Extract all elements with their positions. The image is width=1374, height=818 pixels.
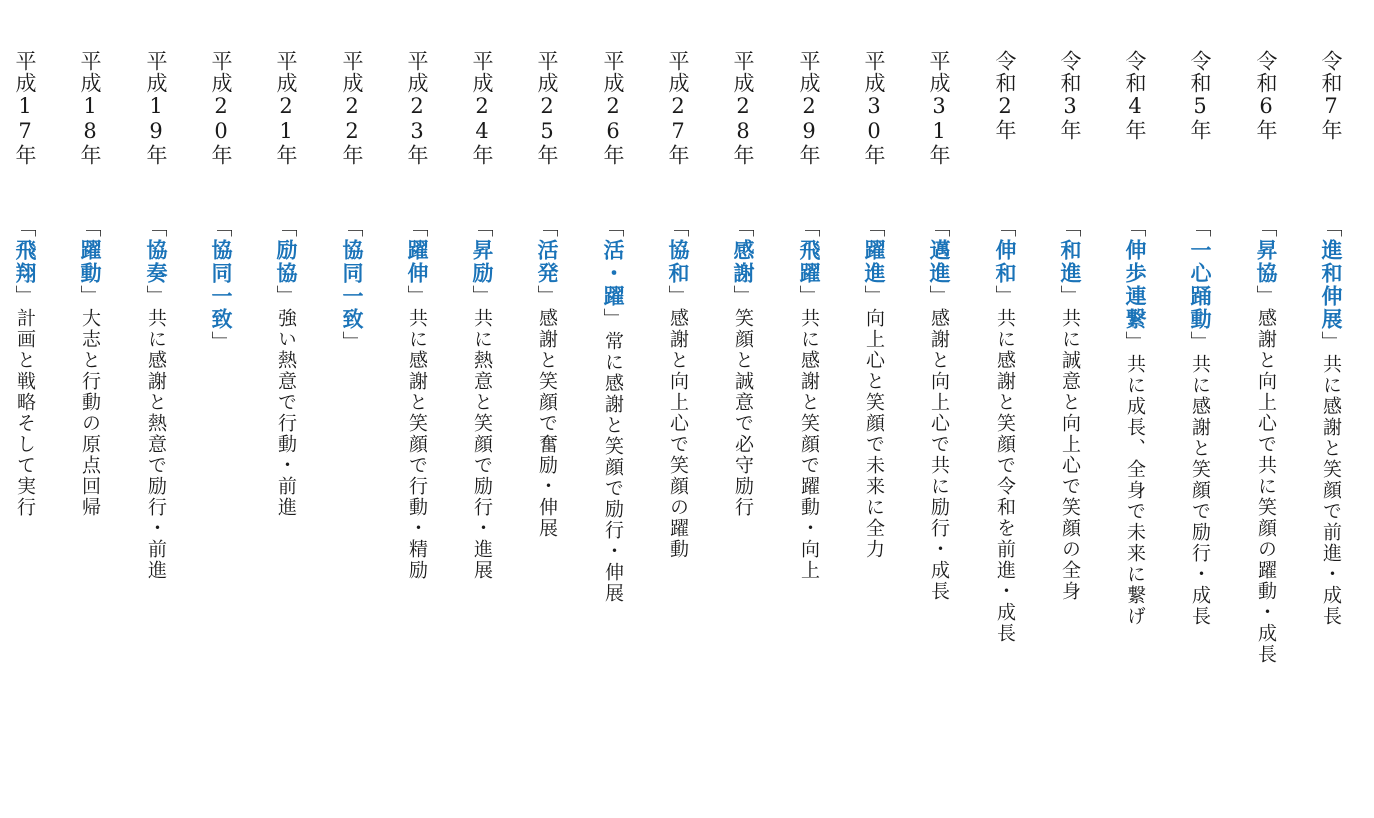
slogan-description: 感謝と向上心で共に笑顔の躍動・成長 [1255, 308, 1277, 665]
year-label: 令和6年 [1254, 50, 1278, 141]
slogan-block [527, 216, 567, 539]
close-bracket: 」 [1319, 331, 1343, 354]
open-bracket: 「 [601, 216, 625, 239]
slogan-text: 協同一致 [209, 239, 234, 331]
slogan-text: 感謝 [731, 239, 756, 285]
year-column [985, 0, 1025, 818]
year-label: 平成23年 [405, 50, 429, 166]
open-bracket: 「 [927, 216, 951, 239]
slogan-text: 飛躍 [797, 239, 822, 285]
slogan-description: 共に感謝と笑顔で前進・成長 [1320, 354, 1342, 627]
year-column [1311, 0, 1351, 818]
slogan-block [1180, 216, 1220, 627]
open-bracket: 「 [1058, 216, 1082, 239]
slogan-block [397, 216, 437, 581]
close-bracket: 」 [1254, 285, 1278, 308]
slogan-text: 飛翔 [13, 239, 38, 285]
year-column [527, 0, 567, 818]
slogan-text: 協奏 [144, 239, 169, 285]
slogan-block [1050, 216, 1090, 602]
open-bracket: 「 [1319, 216, 1343, 239]
slogan-block [1311, 216, 1351, 627]
slogan-text: 伸和 [993, 239, 1018, 285]
open-bracket: 「 [78, 216, 102, 239]
slogan-description: 共に感謝と笑顔で励行・成長 [1189, 354, 1211, 627]
close-bracket: 」 [1123, 331, 1147, 354]
slogan-description: 共に感謝と笑顔で躍動・向上 [798, 308, 820, 581]
open-bracket: 「 [144, 216, 168, 239]
slogan-text: 協同一致 [340, 239, 365, 331]
close-bracket: 」 [144, 285, 168, 308]
year-label: 令和5年 [1188, 50, 1212, 141]
close-bracket: 」 [470, 285, 494, 308]
year-column [332, 0, 372, 818]
open-bracket: 「 [993, 216, 1017, 239]
slogan-description: 感謝と向上心で共に励行・成長 [928, 308, 950, 602]
slogan-text: 邁進 [927, 239, 952, 285]
slogan-block [723, 216, 763, 518]
open-bracket: 「 [340, 216, 364, 239]
year-column [1115, 0, 1155, 818]
close-bracket: 」 [209, 331, 233, 354]
year-column [266, 0, 306, 818]
close-bracket: 」 [274, 285, 298, 308]
slogan-description: 共に誠意と向上心で笑顔の全身 [1059, 308, 1081, 602]
open-bracket: 「 [209, 216, 233, 239]
year-label: 平成21年 [274, 50, 298, 166]
close-bracket: 」 [1058, 285, 1082, 308]
slogan-block [789, 216, 829, 581]
open-bracket: 「 [862, 216, 886, 239]
slogan-text: 励協 [274, 239, 299, 285]
year-column [1180, 0, 1220, 818]
close-bracket: 」 [993, 285, 1017, 308]
open-bracket: 「 [405, 216, 429, 239]
slogan-block [201, 216, 241, 354]
open-bracket: 「 [797, 216, 821, 239]
year-label: 平成26年 [601, 50, 625, 166]
slogan-block [985, 216, 1025, 644]
year-column [136, 0, 176, 818]
close-bracket: 」 [731, 285, 755, 308]
slogan-description: 常に感謝と笑顔で励行・伸展 [602, 331, 624, 604]
slogan-block [593, 216, 633, 604]
slogan-description: 強い熱意で行動・前進 [275, 308, 297, 518]
year-label: 令和2年 [993, 50, 1017, 141]
slogan-text: 躍動 [78, 239, 103, 285]
slogan-text: 躍伸 [405, 239, 430, 285]
close-bracket: 」 [1188, 331, 1212, 354]
slogan-text: 昇協 [1254, 239, 1279, 285]
open-bracket: 「 [731, 216, 755, 239]
year-column [462, 0, 502, 818]
slogan-text: 昇励 [470, 239, 495, 285]
open-bracket: 「 [1123, 216, 1147, 239]
slogan-description: 感謝と笑顔で奮励・伸展 [536, 308, 558, 539]
close-bracket: 」 [927, 285, 951, 308]
slogan-block [658, 216, 698, 560]
slogan-text: 進和伸展 [1319, 239, 1344, 331]
year-column [1246, 0, 1286, 818]
year-column [397, 0, 437, 818]
slogan-description: 共に成長、全身で未来に繋げ [1124, 354, 1146, 627]
close-bracket: 」 [862, 285, 886, 308]
year-label: 令和7年 [1319, 50, 1343, 141]
year-label: 平成22年 [340, 50, 364, 166]
close-bracket: 」 [601, 308, 625, 331]
slogan-block [332, 216, 372, 354]
year-label: 平成30年 [862, 50, 886, 166]
year-column [919, 0, 959, 818]
year-label: 平成20年 [209, 50, 233, 166]
close-bracket: 」 [13, 285, 37, 308]
slogan-text: 和進 [1058, 239, 1083, 285]
slogan-block [136, 216, 176, 581]
year-label: 平成28年 [731, 50, 755, 166]
slogan-description: 笑顔と誠意で必守励行 [732, 308, 754, 518]
slogan-text: 活・躍 [601, 239, 626, 308]
close-bracket: 」 [535, 285, 559, 308]
year-label: 平成27年 [666, 50, 690, 166]
slogan-description: 計画と戦略そして実行 [14, 308, 36, 518]
year-column [5, 0, 45, 818]
slogan-description: 共に感謝と熱意で励行・前進 [145, 308, 167, 581]
slogan-description: 共に感謝と笑顔で令和を前進・成長 [994, 308, 1016, 644]
slogan-text: 伸歩連繋 [1123, 239, 1148, 331]
year-label: 令和4年 [1123, 50, 1147, 141]
close-bracket: 」 [666, 285, 690, 308]
year-column [1050, 0, 1090, 818]
open-bracket: 「 [1254, 216, 1278, 239]
slogan-description: 大志と行動の原点回帰 [79, 308, 101, 518]
slogan-text: 活発 [535, 239, 560, 285]
year-column [593, 0, 633, 818]
year-label: 平成17年 [13, 50, 37, 166]
year-label: 令和3年 [1058, 50, 1082, 141]
slogan-description: 共に感謝と笑顔で行動・精励 [406, 308, 428, 581]
year-column [201, 0, 241, 818]
year-label: 平成25年 [535, 50, 559, 166]
open-bracket: 「 [13, 216, 37, 239]
year-label: 平成31年 [927, 50, 951, 166]
close-bracket: 」 [340, 331, 364, 354]
year-label: 平成29年 [797, 50, 821, 166]
slogan-block [854, 216, 894, 560]
year-column [70, 0, 110, 818]
year-column [658, 0, 698, 818]
slogan-block [1115, 216, 1155, 627]
slogan-description: 向上心と笑顔で未来に全力 [863, 308, 885, 560]
year-label: 平成19年 [144, 50, 168, 166]
slogan-text: 協和 [666, 239, 691, 285]
year-label: 平成18年 [78, 50, 102, 166]
slogan-description: 共に熱意と笑顔で励行・進展 [471, 308, 493, 581]
slogan-block [462, 216, 502, 581]
open-bracket: 「 [470, 216, 494, 239]
close-bracket: 」 [405, 285, 429, 308]
open-bracket: 「 [535, 216, 559, 239]
year-column [723, 0, 763, 818]
year-label: 平成24年 [470, 50, 494, 166]
open-bracket: 「 [666, 216, 690, 239]
slogan-block [1246, 216, 1286, 665]
slogan-text: 一心踊動 [1188, 239, 1213, 331]
slogan-block [266, 216, 306, 518]
slogan-block [70, 216, 110, 518]
year-column [789, 0, 829, 818]
year-column [854, 0, 894, 818]
close-bracket: 」 [797, 285, 821, 308]
slogan-block [919, 216, 959, 602]
close-bracket: 」 [78, 285, 102, 308]
slogan-description: 感謝と向上心で笑顔の躍動 [667, 308, 689, 560]
open-bracket: 「 [1188, 216, 1212, 239]
slogan-block [5, 216, 45, 518]
open-bracket: 「 [274, 216, 298, 239]
slogan-text: 躍進 [862, 239, 887, 285]
